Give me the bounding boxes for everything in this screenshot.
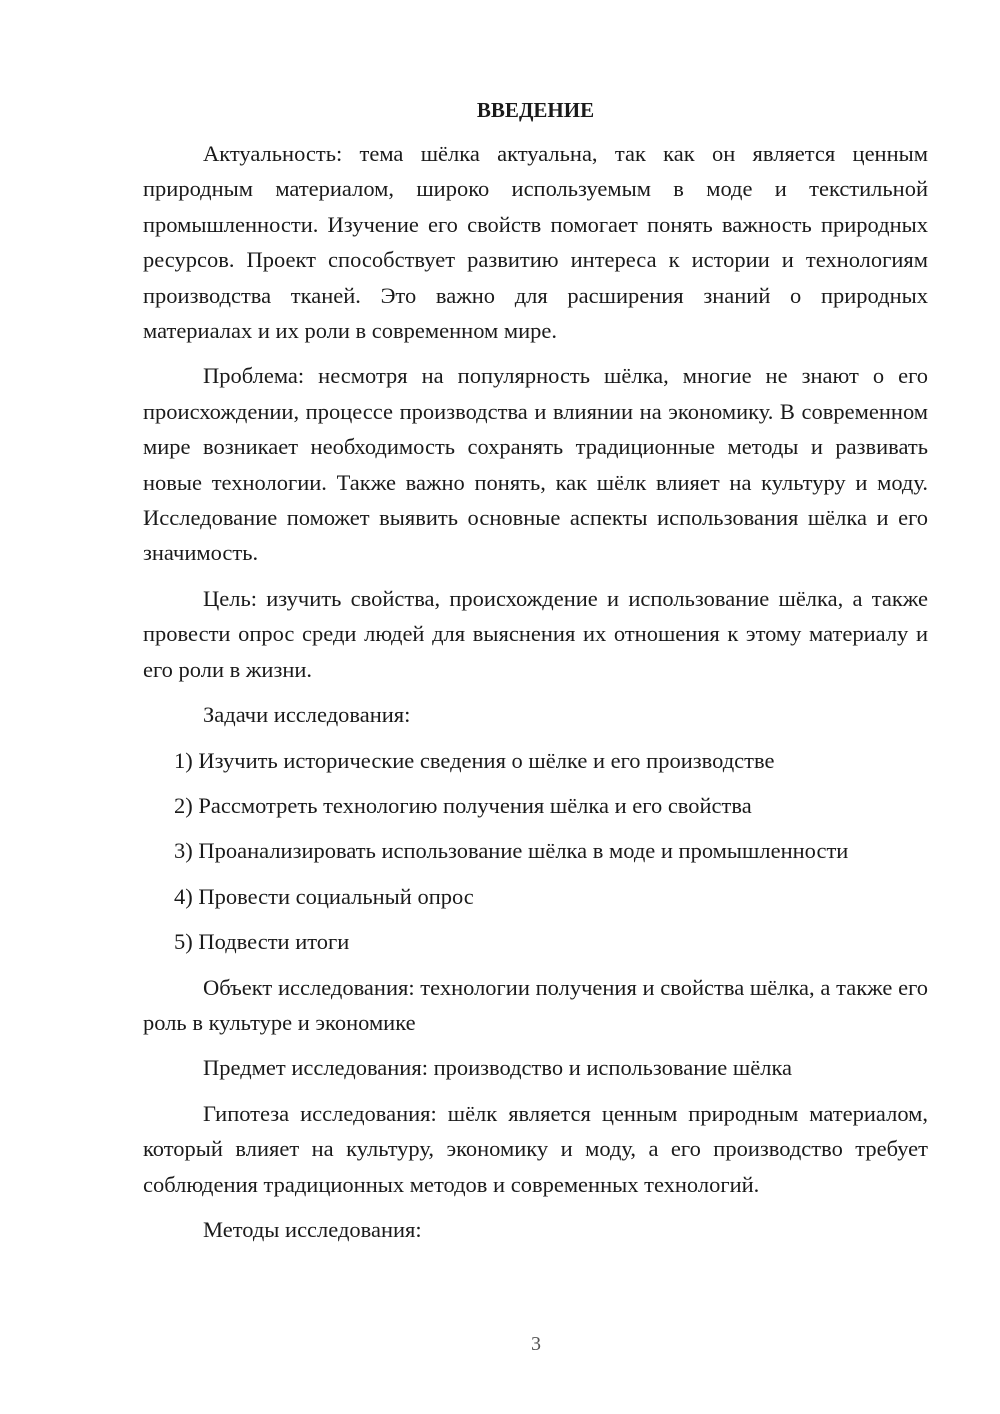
list-item: 2) Рассмотреть технологию получения шёлка и его свойства — [174, 792, 752, 818]
tasks-heading: Задачи исследования: — [203, 702, 411, 728]
list-item: 1) Изучить исторические сведения о шёлке и его производстве — [174, 747, 775, 773]
list-item: 3) Проанализировать использование шёлка в моде и промышленности — [174, 838, 849, 864]
paragraph-subject: Предмет исследования: производство и использование шёлка — [203, 1055, 793, 1081]
paragraph-problem: Проблема: несмотря на популярность шёлка, многие не знают о его происхождении, процессе производства и влиянии на экономику. В современном мире возникает необходимость сохранять традиционные методы и развивать новые технологии. Также важно понять, как шёлк влияет на культуру и моду. Исследование поможет выявить основные аспекты использования шёлка и его значимость. — [143, 363, 928, 566]
page-title: ВВЕДЕНИЕ — [476, 98, 595, 122]
list-item: 5) Подвести итоги — [174, 929, 350, 955]
paragraph-goal: Цель: изучить свойства, происхождение и использование шёлка, а также провести опрос среди людей для выяснения их отношения к этому материалу и его роли в жизни. — [143, 585, 928, 682]
methods-heading: Методы исследования: — [203, 1216, 422, 1242]
tasks-list — [143, 743, 928, 960]
list-item: 4) Провести социальный опрос — [174, 883, 474, 909]
paragraph-relevance: Актуальность: тема шёлка актуальна, так как он является ценным природным материалом, широко используемым в моде и текстильной промышленности. Изучение его свойств помогает понять важность природных ресурсов. Проект способствует развитию интереса к истории и технологиям производства тканей. Это важно для расширения знаний о природных материалах и их роли в современном мире. — [143, 141, 928, 344]
paragraph-object: Объект исследования: технологии получения и свойства шёлка, а также его роль в культуре и экономике — [143, 974, 928, 1035]
paragraph-hypothesis: Гипотеза исследования: шёлк является ценным природным материалом, который влияет на культуру, экономику и моду, а его производство требует соблюдения традиционных методов и современных технологий. — [143, 1100, 928, 1197]
page-number: 3 — [531, 1333, 541, 1355]
document-page — [143, 92, 928, 1257]
